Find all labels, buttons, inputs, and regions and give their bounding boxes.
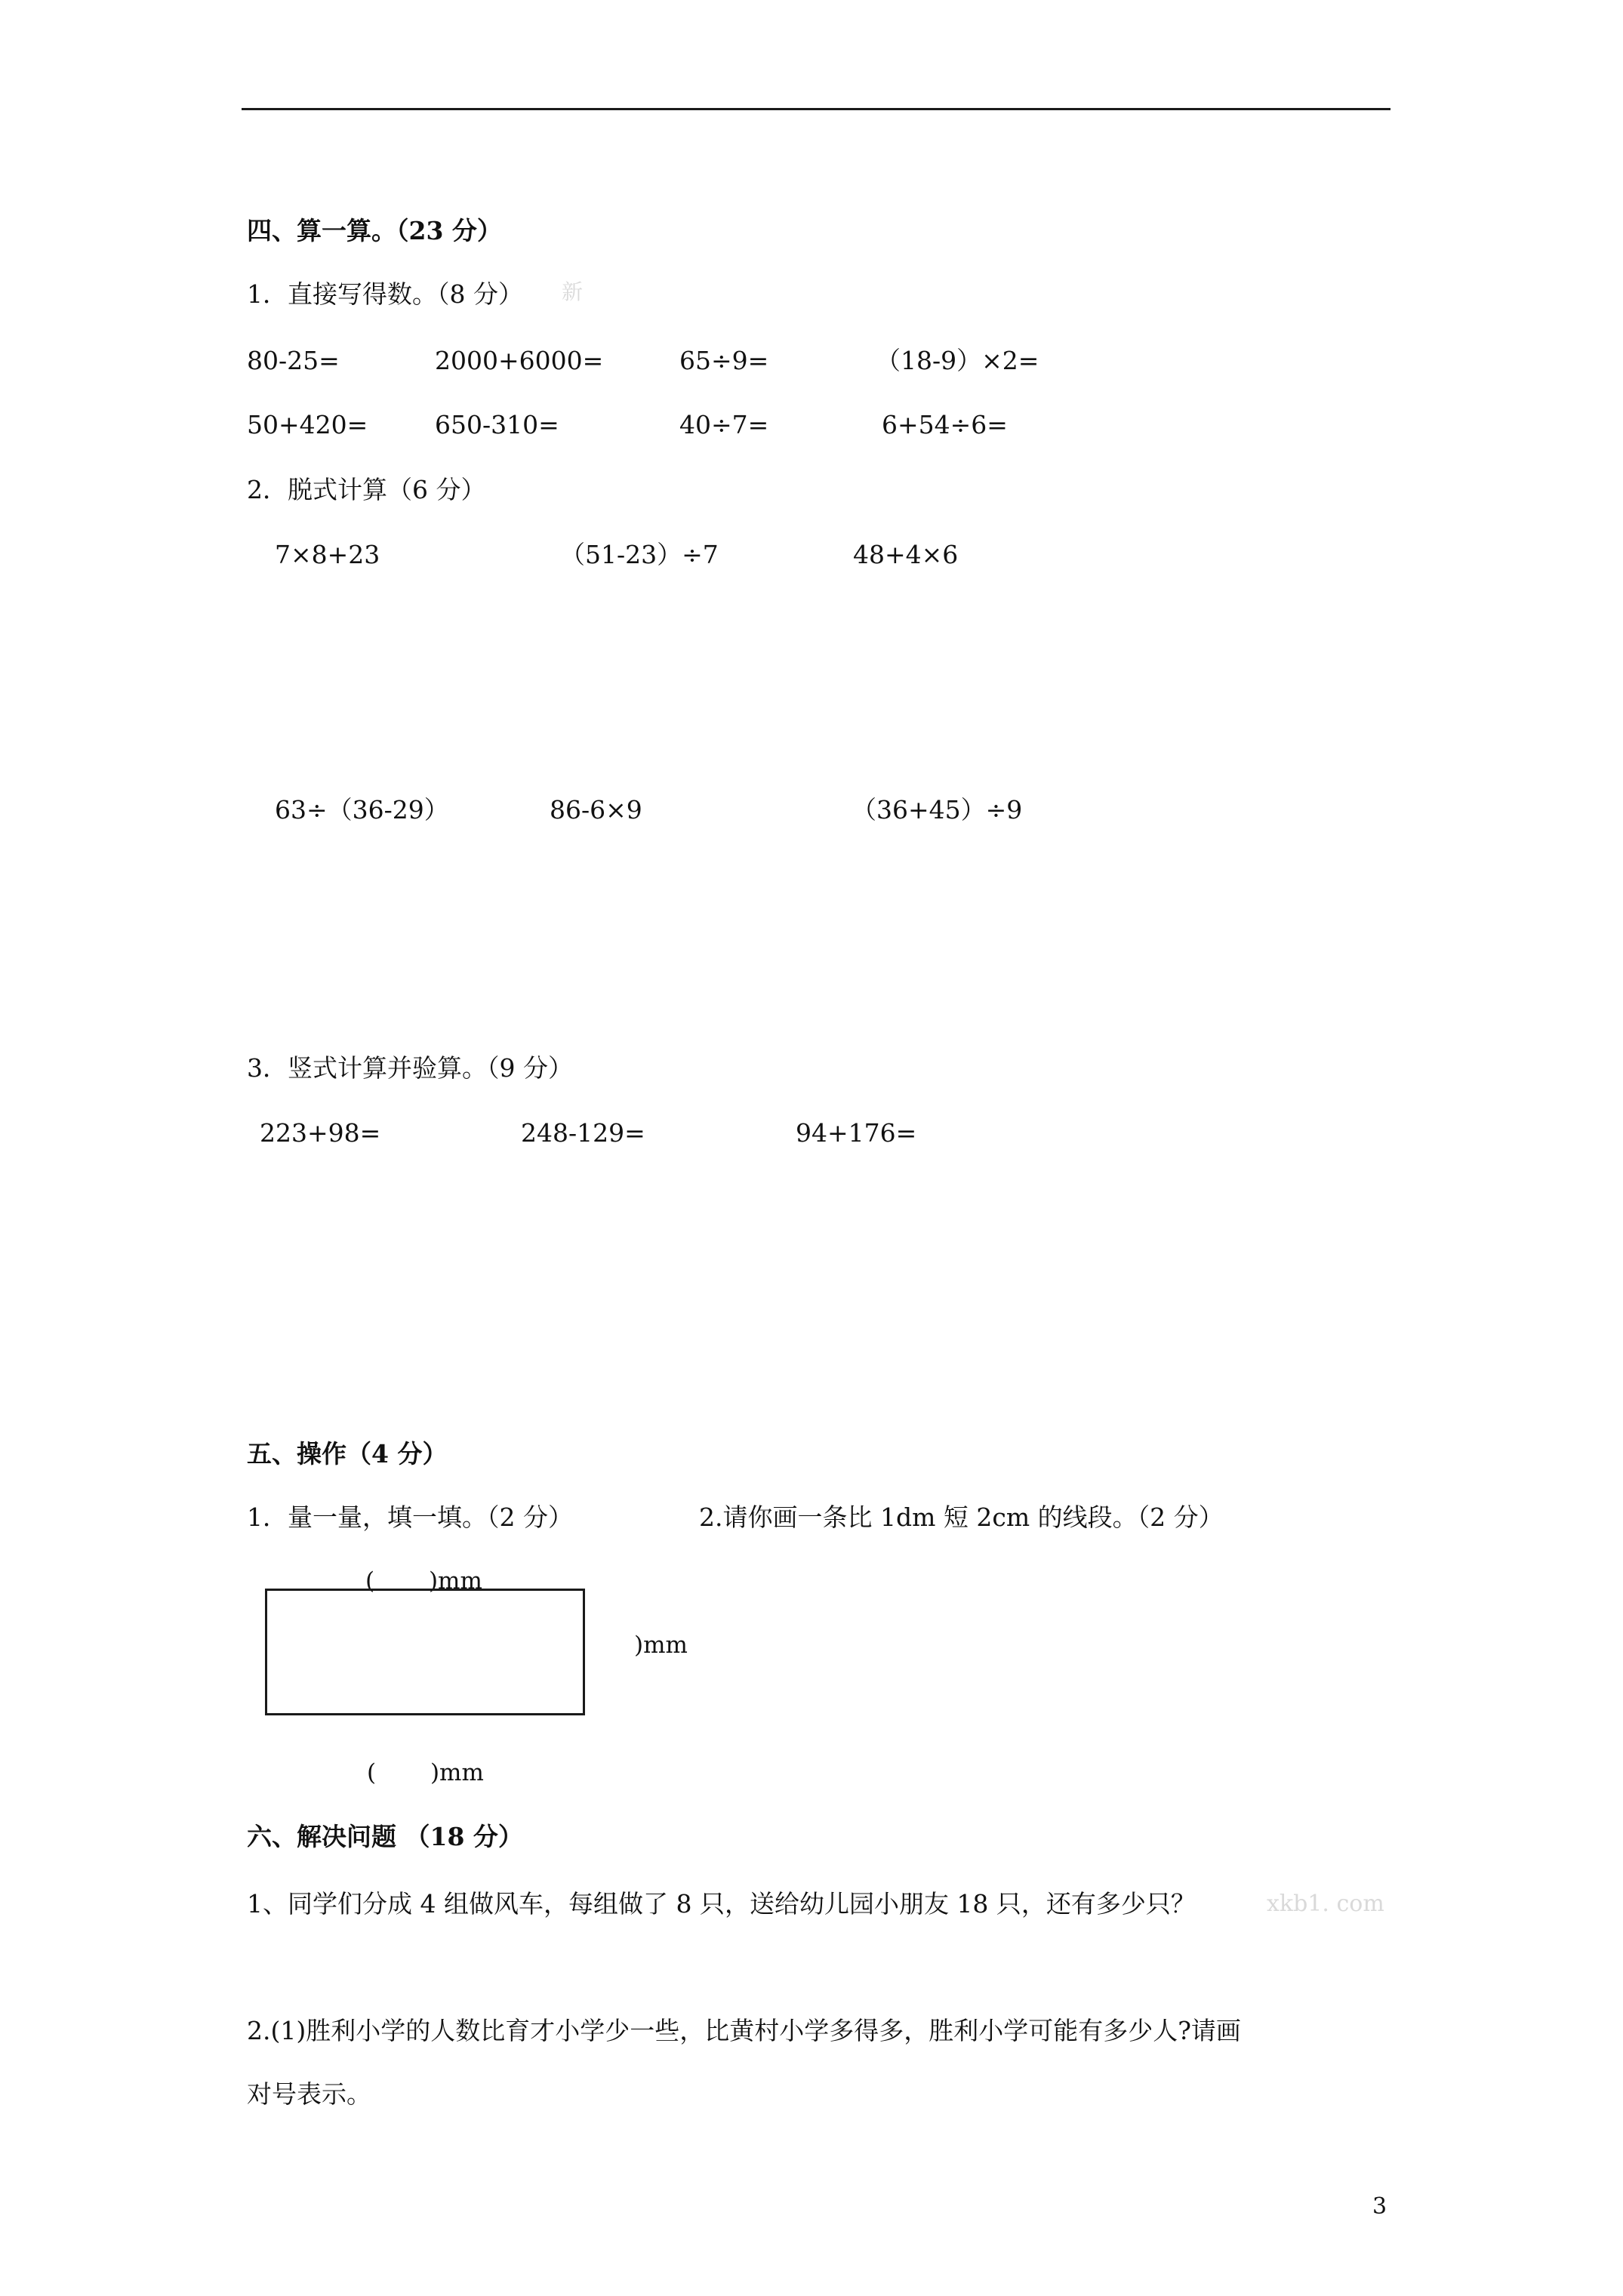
- q2-row2-item1: 63÷（36-29）: [275, 795, 449, 824]
- q1-row1-item3: 65÷9=: [679, 346, 769, 375]
- q2-row2-item3: （36+45）÷9: [852, 795, 1023, 824]
- q3-title: 3．竖式计算并验算。（9 分）: [247, 1053, 573, 1083]
- q3-item2: 248-129=: [521, 1118, 645, 1148]
- q1-row2-item2: 650-310=: [435, 410, 559, 439]
- section6-q1: 1、同学们分成 4 组做风车，每组做了 8 只，送给幼儿园小朋友 18 只，还有多少只？: [247, 1889, 1196, 1918]
- q2-row1-item1: 7×8+23: [275, 540, 380, 569]
- header-rule: [242, 108, 1390, 110]
- q2-title: 2．脱式计算（6 分）: [247, 475, 486, 504]
- q1-watermark: 新: [562, 279, 584, 304]
- q2-row1-item3: 48+4×6: [853, 540, 959, 569]
- section5-q1: 1．量一量，填一填。（2 分）: [247, 1502, 573, 1532]
- q3-item1: 223+98=: [260, 1118, 381, 1148]
- rect-bottom-label: ( )mm: [367, 1759, 484, 1786]
- q1-row2-item4: 6+54÷6=: [882, 410, 1008, 439]
- rect-top-label: ( )mm: [365, 1567, 482, 1595]
- q1-title: 1．直接写得数。（8 分）: [247, 279, 523, 309]
- q3-item3: 94+176=: [796, 1118, 917, 1148]
- section4-title: 四、算一算。（23 分）: [247, 216, 502, 245]
- q2-row2-item2: 86-6×9: [550, 795, 642, 824]
- section6-title: 六、解决问题 （18 分）: [247, 1822, 523, 1851]
- q2-row1-item2: （51-23）÷7: [560, 540, 719, 569]
- section5-q2: 2.请你画一条比 1dm 短 2cm 的线段。（2 分）: [699, 1502, 1224, 1532]
- section6-q2-line1: 2.(1)胜利小学的人数比育才小学少一些，比黄村小学多得多，胜利小学可能有多少人?请画: [247, 2016, 1241, 2045]
- section6-q2-line2: 对号表示。: [247, 2079, 371, 2109]
- q1-row1-item1: 80-25=: [247, 346, 340, 375]
- q1-row2-item1: 50+420=: [247, 410, 368, 439]
- page-number: 3: [1372, 2193, 1387, 2220]
- q1-row1-item2: 2000+6000=: [435, 346, 604, 375]
- q1-row2-item3: 40÷7=: [679, 410, 769, 439]
- section6-watermark: xkb1. com: [1267, 1891, 1384, 1917]
- section5-title: 五、操作（4 分）: [247, 1439, 448, 1469]
- rect-right-label: )mm: [634, 1632, 688, 1659]
- q1-row1-item4: （18-9）×2=: [876, 346, 1039, 375]
- measure-rectangle: [265, 1589, 585, 1715]
